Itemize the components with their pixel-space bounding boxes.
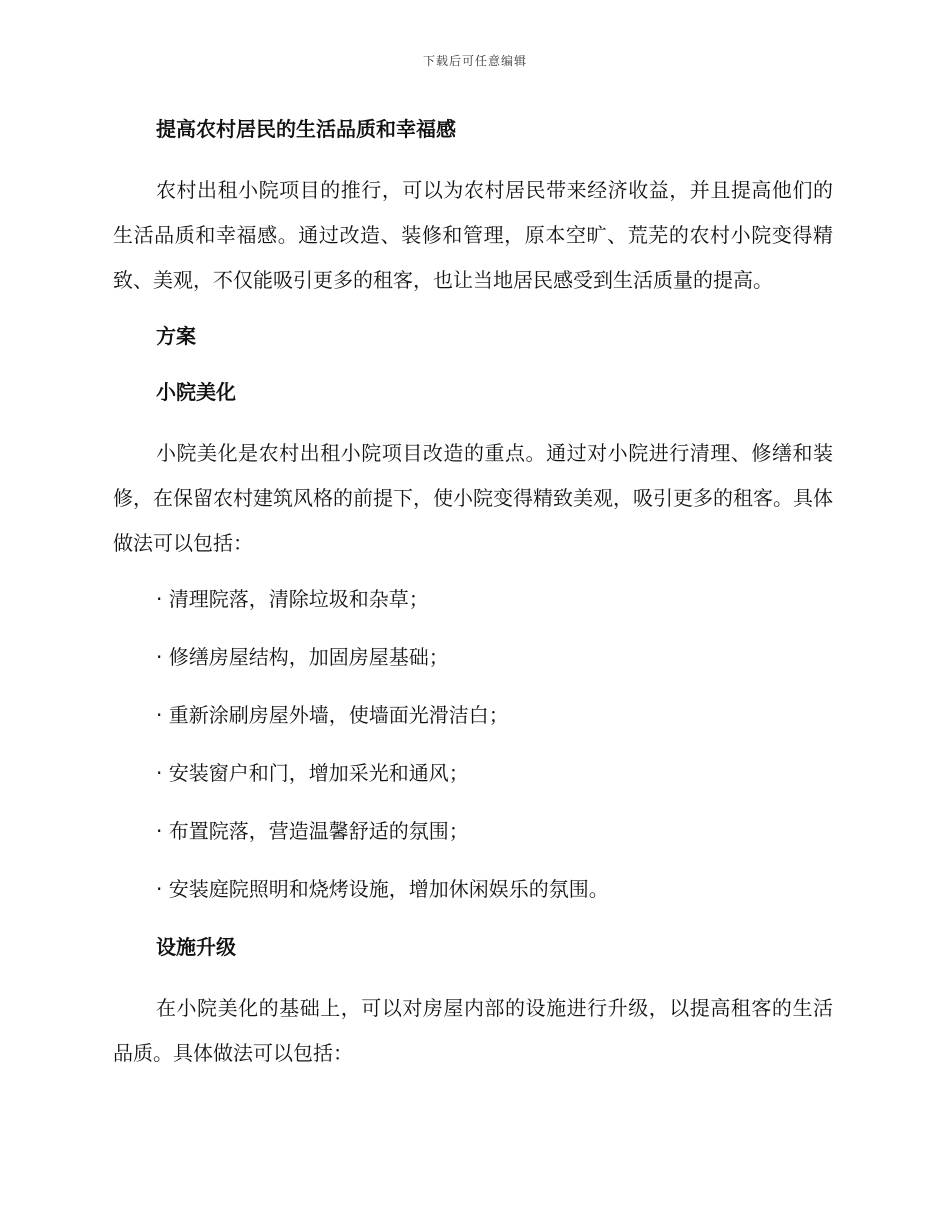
- heading-plan: 方案: [156, 324, 196, 348]
- page-header-note: 下载后可任意编辑: [422, 54, 527, 68]
- list-item: · 清理院落，清除垃圾和杂草；: [156, 587, 429, 611]
- list-item: · 安装庭院照明和烧烤设施，增加休闲娱乐的氛围。: [156, 877, 609, 901]
- paragraph-facility-upgrade: 在小院美化的基础上，可以对房屋内部的设施进行升级，以提高租客的生活品质。具体做法可以包括：: [113, 996, 833, 1065]
- list-item: · 布置院落，营造温馨舒适的氛围；: [156, 819, 469, 843]
- paragraph-beautification: 小院美化是农村出租小院项目改造的重点。通过对小院进行清理、修缮和装修，在保留农村建筑风格的前提下，使小院变得精致美观，吸引更多的租客。具体做法可以包括：: [113, 441, 833, 555]
- document-body: [113, 112, 833, 1088]
- heading-quality-of-life: 提高农村居民的生活品质和幸福感: [156, 117, 456, 141]
- list-item: · 安装窗户和门，增加采光和通风；: [156, 761, 469, 785]
- list-item: · 修缮房屋结构，加固房屋基础；: [156, 645, 449, 669]
- list-item: · 重新涂刷房屋外墙，使墙面光滑洁白；: [156, 703, 509, 727]
- heading-facility-upgrade: 设施升级: [156, 935, 236, 959]
- heading-courtyard-beautification: 小院美化: [156, 380, 236, 404]
- paragraph-intro: 农村出租小院项目的推行，可以为农村居民带来经济收益，并且提高他们的生活品质和幸福感。通过改造、装修和管理，原本空旷、荒芜的农村小院变得精致、美观，不仅能吸引更多的租客，也让当地居民感受到生活质量的提高。: [113, 178, 833, 292]
